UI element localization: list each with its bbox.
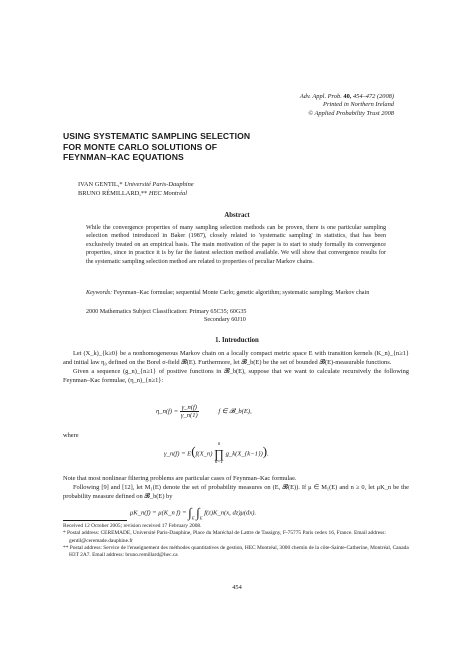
eq-lhs: μK_n(f) = μ(K_n f) = bbox=[130, 509, 187, 517]
keywords-label: Keywords: bbox=[86, 290, 113, 296]
paragraph: where bbox=[63, 432, 79, 439]
intro-block-2 bbox=[63, 475, 409, 502]
title-line: FOR MONTE CARLO SOLUTIONS OF bbox=[63, 141, 218, 152]
integral-domain: E bbox=[199, 515, 203, 521]
author-entry bbox=[78, 189, 194, 198]
journal-citation bbox=[300, 93, 394, 101]
msc-secondary: Secondary 60J10 bbox=[204, 317, 246, 324]
footnotes bbox=[63, 523, 409, 559]
paragraph: Given a sequence (g_n)_{n≥1} of positive functions in 𝓑_b(E), suppose that we want to calculate recursively the following Feynman–Kac formulae, (η_n)_{n≥1}: bbox=[63, 367, 409, 384]
author-name: IVAN GENTIL,* bbox=[78, 181, 123, 188]
msc-classification bbox=[86, 308, 386, 325]
eq-lhs: γ_n(f) = E bbox=[164, 450, 192, 458]
keywords bbox=[86, 289, 386, 297]
title-line: FEYNMAN–KAC EQUATIONS bbox=[63, 152, 184, 163]
eq-rhs: f(z)K_n(x, dz)μ(dx). bbox=[204, 509, 257, 517]
journal-volume: 40, bbox=[343, 93, 352, 100]
journal-printed: Printed in Northern Ireland bbox=[323, 101, 394, 109]
eq-end: . bbox=[267, 450, 269, 458]
footnote-rule bbox=[63, 520, 127, 521]
product-operator bbox=[214, 442, 224, 466]
footnote-remillard: ** Postal address: Service de l'enseignement des méthodes quantitatives de gestion, HEC Montréal, 3000 chemin de la côte-Sainte-Catherine, Montréal, Canada H3T 2A7. Email address: bruno.remillard@hec.ca bbox=[63, 544, 409, 559]
journal-pages: 454–472 (2008) bbox=[351, 93, 394, 100]
abstract-heading: Abstract bbox=[224, 212, 250, 219]
equation-gamma bbox=[164, 442, 269, 466]
product-lower: k=1 bbox=[214, 460, 224, 465]
author-name: BRUNO RÉMILLARD,** bbox=[78, 190, 148, 197]
author-affiliation: Université Paris-Dauphine bbox=[124, 181, 194, 188]
paragraph: Let (X_k)_{k≥0} be a nonhomogeneous Markov chain on a locally compact metric space E with transition kernels (K_n)_{n≥1} and initial law η₀ defined on the Borel σ-field 𝓑(E). Furthermore, let 𝓑_b(E) be the set of bounded 𝓑(E)-measurable functions. bbox=[63, 350, 409, 366]
footnote-gentil: * Postal address: CEREMADE, Université Paris-Dauphine, Place du Maréchal de Lattre de Tassigny, F-75775 Paris cedex 16, France. Email address: gentil@ceremade.dauphine.fr bbox=[63, 530, 386, 544]
author-entry bbox=[78, 180, 194, 189]
journal-copyright: © Applied Probability Trust 2008 bbox=[308, 109, 394, 117]
product-sign: ∏ bbox=[214, 447, 224, 461]
integral-sign: ∫ bbox=[188, 505, 192, 520]
paragraph: Note that most nonlinear filtering problems are particular cases of Feynman–Kac formulae. bbox=[63, 475, 297, 482]
journal-header bbox=[300, 93, 394, 118]
intro-block-1 bbox=[63, 350, 409, 386]
equation-eta bbox=[156, 404, 252, 419]
eq-term: f(X_n) bbox=[195, 450, 213, 458]
integral-sign: ∫ bbox=[196, 505, 200, 520]
page-number: 454 bbox=[232, 584, 242, 591]
keywords-text: Feynman–Kac formulae; sequential Monte Carlo; genetic algorithm; systematic sampling; Markov chain bbox=[112, 290, 370, 296]
author-list bbox=[78, 180, 194, 198]
section-heading: 1. Introduction bbox=[215, 337, 259, 344]
journal-name: Adv. Appl. Prob. bbox=[299, 93, 344, 100]
received-note: Received 12 October 2005; revision received 17 February 2008. bbox=[63, 523, 202, 529]
paren-close: ) bbox=[262, 443, 268, 459]
fraction-numerator: γ_n(f) bbox=[181, 404, 197, 411]
title-line: USING SYSTEMATIC SAMPLING SELECTION bbox=[63, 131, 251, 141]
paragraph: Following [9] and [12], let M₁(E) denote the set of probability measures on (E, 𝓑(E)). If μ ∈ M₁(E) and n ≥ 0, let μK_n be the probability measure defined on 𝓑_b(E) by bbox=[63, 483, 409, 500]
fraction-denominator: γ_n(1) bbox=[180, 412, 198, 419]
eq-lhs: η_n(f) = bbox=[156, 408, 179, 416]
where-line bbox=[63, 432, 409, 441]
msc-primary: 2000 Mathematics Subject Classification: Primary 65C35; 60G35 bbox=[86, 309, 247, 315]
integral-domain: E bbox=[191, 515, 195, 521]
eq-condition: f ∈ 𝓑_b(E), bbox=[218, 408, 252, 416]
fraction bbox=[180, 404, 199, 419]
eq-term: g_k(X_{k−1}) bbox=[225, 450, 263, 458]
author-affiliation: HEC Montréal bbox=[148, 190, 188, 197]
paren-open: ( bbox=[191, 443, 196, 459]
paper-title bbox=[63, 131, 250, 163]
abstract-text: While the convergence properties of many sampling selection methods can be proven, there is one particular sampling selection method introduced in Baker (1987), closely related to 'systematic sampling' in statistics, that has been exclusively treated on an empirical basis. The main motivation of the paper is to start to study formally its convergence properties, since in practice it is by far the fastest selection method available. We will show that convergence results for the systematic sampling selection method are related to properties of peculiar Markov chains. bbox=[86, 225, 386, 265]
equation-muK bbox=[130, 505, 256, 521]
product-upper: n bbox=[217, 442, 221, 447]
